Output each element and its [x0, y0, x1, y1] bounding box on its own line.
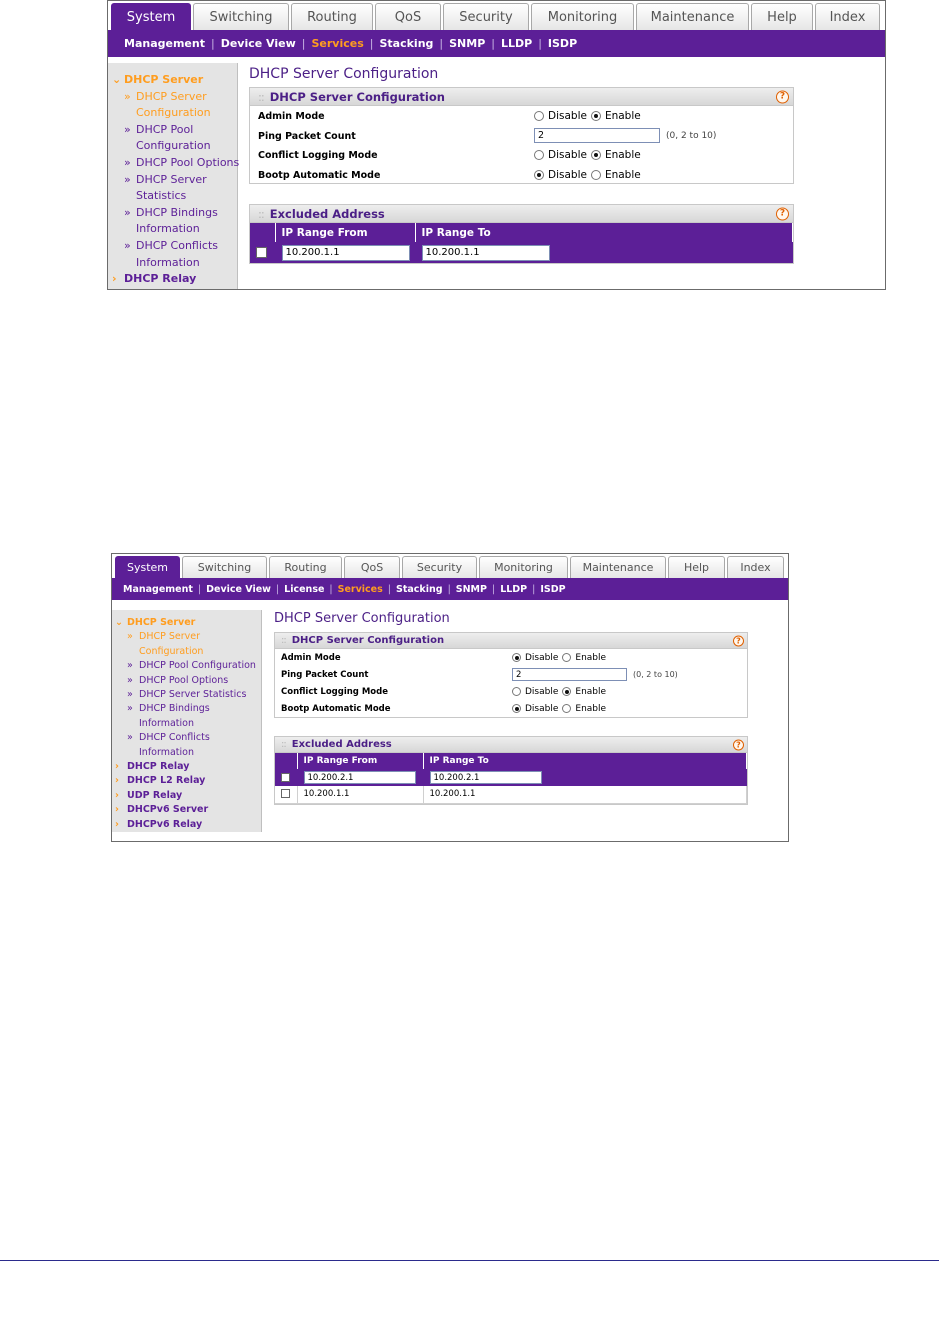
subnav-isdp[interactable]: ISDP — [540, 583, 566, 595]
nav-item-dhcp-conflicts-information[interactable]: » DHCP Conflicts — [115, 731, 261, 745]
tab-switching[interactable]: Switching — [182, 556, 267, 578]
subnav-separator: | — [439, 37, 444, 50]
tab-monitoring[interactable]: Monitoring — [479, 556, 568, 578]
main-content — [249, 63, 794, 264]
admin-mode-label: Admin Mode — [281, 653, 341, 663]
panel-header — [250, 88, 793, 106]
screenshot-top — [107, 0, 886, 290]
subnav-snmp[interactable]: SNMP — [455, 583, 487, 595]
row-checkbox[interactable] — [256, 247, 267, 258]
subnav-stacking[interactable]: Stacking — [379, 37, 434, 50]
subnav-separator: | — [491, 583, 496, 595]
ping-count-label: Ping Packet Count — [258, 130, 356, 142]
subnav-separator: | — [301, 37, 306, 50]
bootp-enable-radio[interactable] — [562, 704, 571, 713]
grip-icon: :: — [281, 635, 286, 646]
conflict-disable-radio[interactable] — [512, 687, 521, 696]
nav-item-dhcp-bindings-information[interactable]: » DHCP Bindings — [115, 702, 261, 716]
nav-section-dhcp-relay[interactable]: › DHCP Relay — [115, 760, 261, 774]
nav-section-dhcpv6-server[interactable]: › DHCPv6 Server — [115, 803, 261, 817]
subnav-license[interactable]: License — [284, 583, 325, 595]
conflict-logging-label: Conflict Logging Mode — [258, 150, 378, 161]
admin-mode-disable-radio[interactable] — [512, 653, 521, 662]
radio-label: Disable — [525, 686, 559, 697]
row-checkbox[interactable] — [281, 773, 290, 782]
ping-count-hint: (0, 2 to 10) — [633, 670, 678, 679]
conflict-disable-radio[interactable] — [534, 150, 544, 160]
subnav-separator: | — [532, 583, 536, 595]
admin-mode-enable-radio[interactable] — [591, 111, 601, 121]
tab-qos[interactable]: QoS — [375, 3, 441, 30]
grip-icon: :: — [258, 89, 264, 104]
excluded-panel — [249, 204, 794, 264]
radio-label: Disable — [548, 168, 587, 181]
nav-item-dhcp-pool-configuration[interactable]: » DHCP Pool Configuration — [115, 659, 261, 673]
subnav-services[interactable]: Services — [311, 37, 364, 50]
tab-routing[interactable]: Routing — [269, 556, 342, 578]
bootp-enable-radio[interactable] — [591, 170, 601, 180]
help-icon[interactable]: ? — [733, 635, 744, 646]
main-content — [274, 609, 748, 805]
bootp-mode-label: Bootp Automatic Mode — [281, 704, 391, 714]
ping-count-row — [250, 126, 793, 146]
table-input-row — [275, 769, 747, 786]
panel-title: Excluded Address — [269, 206, 385, 221]
subnav-device-view[interactable]: Device View — [220, 37, 296, 50]
radio-label: Disable — [525, 703, 559, 714]
radio-label: Disable — [548, 110, 587, 122]
chevron-right-icon: › — [115, 804, 119, 816]
admin-mode-label: Admin Mode — [258, 111, 325, 122]
double-arrow-icon: » — [124, 205, 131, 219]
nav-item-continuation[interactable]: Configuration — [136, 106, 211, 120]
subnav-separator: | — [197, 583, 202, 595]
tab-maintenance[interactable]: Maintenance — [636, 3, 749, 30]
grip-icon: :: — [281, 739, 286, 750]
tab-index[interactable]: Index — [727, 556, 784, 578]
subnav-separator: | — [447, 583, 451, 595]
radio-label: Enable — [575, 652, 607, 663]
nav-section-dhcp-server[interactable]: ⌄ DHCP Server — [115, 616, 261, 630]
double-arrow-icon: » — [124, 89, 131, 103]
double-arrow-icon: » — [124, 122, 131, 136]
radio-label: Disable — [548, 149, 587, 161]
ip-range-to-header: IP Range To — [423, 753, 747, 769]
sub-nav — [108, 30, 885, 57]
conflict-enable-radio[interactable] — [591, 150, 601, 160]
nav-item-dhcp-conflicts-information[interactable]: » DHCP Conflicts — [112, 238, 237, 255]
chevron-down-icon: ⌄ — [112, 73, 122, 86]
bootp-disable-radio[interactable] — [512, 704, 521, 713]
radio-label: Enable — [575, 686, 607, 697]
help-icon[interactable]: ? — [733, 739, 744, 750]
subnav-services[interactable]: Services — [337, 583, 383, 595]
subnav-separator: | — [329, 583, 333, 595]
nav-item-continuation[interactable]: Information — [139, 746, 194, 758]
conflict-logging-row — [275, 683, 747, 700]
admin-mode-row — [275, 649, 747, 666]
nav-item-continuation[interactable]: Configuration — [136, 139, 211, 153]
main-tabs — [112, 554, 788, 578]
ping-count-input[interactable] — [534, 128, 660, 143]
excluded-table — [275, 753, 747, 804]
double-arrow-icon: » — [124, 155, 131, 169]
ping-count-hint: (0, 2 to 10) — [666, 130, 717, 141]
panel-header — [275, 633, 747, 649]
double-arrow-icon: » — [124, 238, 131, 252]
excluded-panel — [274, 736, 748, 805]
nav-item-dhcp-pool-configuration[interactable]: » DHCP Pool — [112, 122, 237, 139]
subnav-separator: | — [491, 37, 495, 50]
tab-system[interactable]: System — [111, 3, 191, 30]
nav-section-dhcp-l2-relay[interactable]: › DHCP L2 Relay — [115, 774, 261, 788]
tab-maintenance[interactable]: Maintenance — [570, 556, 666, 578]
screenshot-bottom — [111, 553, 789, 842]
double-arrow-icon: » — [127, 703, 133, 715]
subnav-isdp[interactable]: ISDP — [547, 37, 578, 50]
grip-icon: :: — [258, 206, 264, 221]
double-arrow-icon: » — [127, 674, 133, 686]
double-arrow-icon: » — [127, 732, 133, 744]
tab-monitoring[interactable]: Monitoring — [531, 3, 634, 30]
tab-system[interactable]: System — [115, 556, 180, 578]
config-panel — [274, 632, 748, 718]
panel-title: DHCP Server Configuration — [269, 89, 445, 104]
radio-label: Enable — [604, 149, 641, 161]
nav-item-continuation[interactable]: Configuration — [139, 645, 204, 657]
subnav-separator: | — [275, 583, 280, 595]
nav-section-udp-relay[interactable]: › UDP Relay — [115, 789, 261, 803]
help-icon[interactable]: ? — [776, 90, 789, 103]
chevron-right-icon: › — [115, 775, 119, 787]
subnav-management[interactable]: Management — [123, 583, 193, 595]
tab-help[interactable]: Help — [668, 556, 725, 578]
admin-mode-row — [250, 106, 793, 126]
tab-index[interactable]: Index — [815, 3, 880, 30]
ip-range-to-input[interactable] — [430, 771, 542, 784]
ip-range-to-header: IP Range To — [415, 223, 793, 242]
nav-item-dhcp-pool-options[interactable]: » DHCP Pool Options — [112, 155, 237, 172]
double-arrow-icon: » — [127, 689, 133, 701]
nav-item-continuation[interactable]: Information — [136, 222, 200, 236]
subnav-separator: | — [210, 37, 215, 50]
double-arrow-icon: » — [127, 631, 133, 643]
panel-title: Excluded Address — [291, 739, 392, 750]
ip-range-from-input[interactable] — [304, 771, 416, 784]
panel-header — [275, 737, 747, 753]
left-nav — [108, 63, 238, 289]
panel-header — [250, 205, 793, 223]
subnav-stacking[interactable]: Stacking — [395, 583, 443, 595]
bootp-disable-radio[interactable] — [534, 170, 544, 180]
page-bottom-rule — [0, 1260, 939, 1261]
tab-qos[interactable]: QoS — [344, 556, 400, 578]
nav-item-continuation[interactable]: Information — [139, 717, 194, 729]
conflict-logging-row — [250, 145, 793, 165]
double-arrow-icon: » — [124, 172, 131, 186]
nav-section-dhcp-server[interactable]: ⌄ DHCP Server — [112, 72, 237, 89]
ping-count-label: Ping Packet Count — [281, 670, 369, 680]
bootp-mode-label: Bootp Automatic Mode — [258, 169, 381, 181]
radio-label: Enable — [604, 168, 641, 181]
conflict-logging-label: Conflict Logging Mode — [281, 687, 388, 697]
subnav-separator: | — [387, 583, 391, 595]
subnav-device-view[interactable]: Device View — [206, 583, 271, 595]
tab-security[interactable]: Security — [402, 556, 477, 578]
select-column-header — [250, 223, 275, 242]
page-title: DHCP Server Configuration — [274, 611, 450, 626]
tab-switching[interactable]: Switching — [193, 3, 289, 30]
excluded-table — [250, 223, 793, 263]
ping-count-input[interactable] — [512, 668, 627, 681]
nav-item-continuation[interactable]: Statistics — [136, 189, 187, 203]
chevron-right-icon: › — [115, 789, 119, 801]
ip-range-from-cell: 10.200.1.1 — [297, 786, 423, 803]
config-panel — [249, 87, 794, 184]
radio-label: Enable — [604, 110, 641, 122]
nav-item-dhcp-bindings-information[interactable]: » DHCP Bindings — [112, 205, 237, 222]
chevron-down-icon: ⌄ — [115, 617, 123, 628]
ping-count-row — [275, 666, 747, 683]
panel-title: DHCP Server Configuration — [291, 635, 445, 646]
nav-item-dhcp-pool-options[interactable]: » DHCP Pool Options — [115, 674, 261, 688]
bootp-mode-row — [275, 700, 747, 717]
table-row — [275, 786, 747, 803]
ip-range-from-input[interactable] — [282, 245, 410, 261]
radio-label: Enable — [575, 703, 607, 714]
main-tabs — [108, 1, 885, 30]
conflict-enable-radio[interactable] — [562, 687, 571, 696]
nav-item-dhcp-server-configuration[interactable]: » DHCP Server — [112, 89, 237, 106]
subnav-lldp[interactable]: LLDP — [500, 583, 528, 595]
help-icon[interactable]: ? — [776, 207, 789, 220]
nav-item-dhcp-server-statistics[interactable]: » DHCP Server — [112, 172, 237, 189]
radio-label: Disable — [525, 652, 559, 663]
nav-section-dhcp-relay[interactable]: › DHCP Relay — [112, 271, 237, 288]
select-column-header — [275, 753, 297, 769]
subnav-management[interactable]: Management — [124, 37, 205, 50]
nav-item-continuation[interactable]: Information — [136, 255, 200, 269]
subnav-lldp[interactable]: LLDP — [500, 37, 533, 50]
ip-range-to-cell: 10.200.1.1 — [423, 786, 747, 803]
tab-routing[interactable]: Routing — [291, 3, 373, 30]
subnav-separator: | — [538, 37, 542, 50]
ip-range-to-input[interactable] — [422, 245, 550, 261]
tab-security[interactable]: Security — [443, 3, 529, 30]
chevron-right-icon: › — [112, 272, 117, 286]
chevron-right-icon: › — [115, 761, 119, 773]
nav-item-dhcp-server-statistics[interactable]: » DHCP Server Statistics — [115, 688, 261, 702]
ip-range-from-header: IP Range From — [275, 223, 415, 242]
page-title: DHCP Server Configuration — [249, 66, 439, 82]
chevron-right-icon: › — [115, 818, 119, 830]
subnav-separator: | — [369, 37, 374, 50]
admin-mode-enable-radio[interactable] — [562, 653, 571, 662]
nav-item-dhcp-server-configuration[interactable]: » DHCP Server — [115, 630, 261, 644]
subnav-snmp[interactable]: SNMP — [449, 37, 486, 50]
admin-mode-disable-radio[interactable] — [534, 111, 544, 121]
table-input-row — [250, 242, 793, 263]
double-arrow-icon: » — [127, 660, 133, 672]
ip-range-from-header: IP Range From — [297, 753, 423, 769]
tab-help[interactable]: Help — [751, 3, 813, 30]
sub-nav — [112, 578, 788, 600]
bootp-mode-row — [250, 165, 793, 185]
row-checkbox[interactable] — [281, 789, 290, 798]
nav-section-dhcpv6-relay[interactable]: › DHCPv6 Relay — [115, 818, 261, 832]
left-nav — [112, 610, 262, 832]
